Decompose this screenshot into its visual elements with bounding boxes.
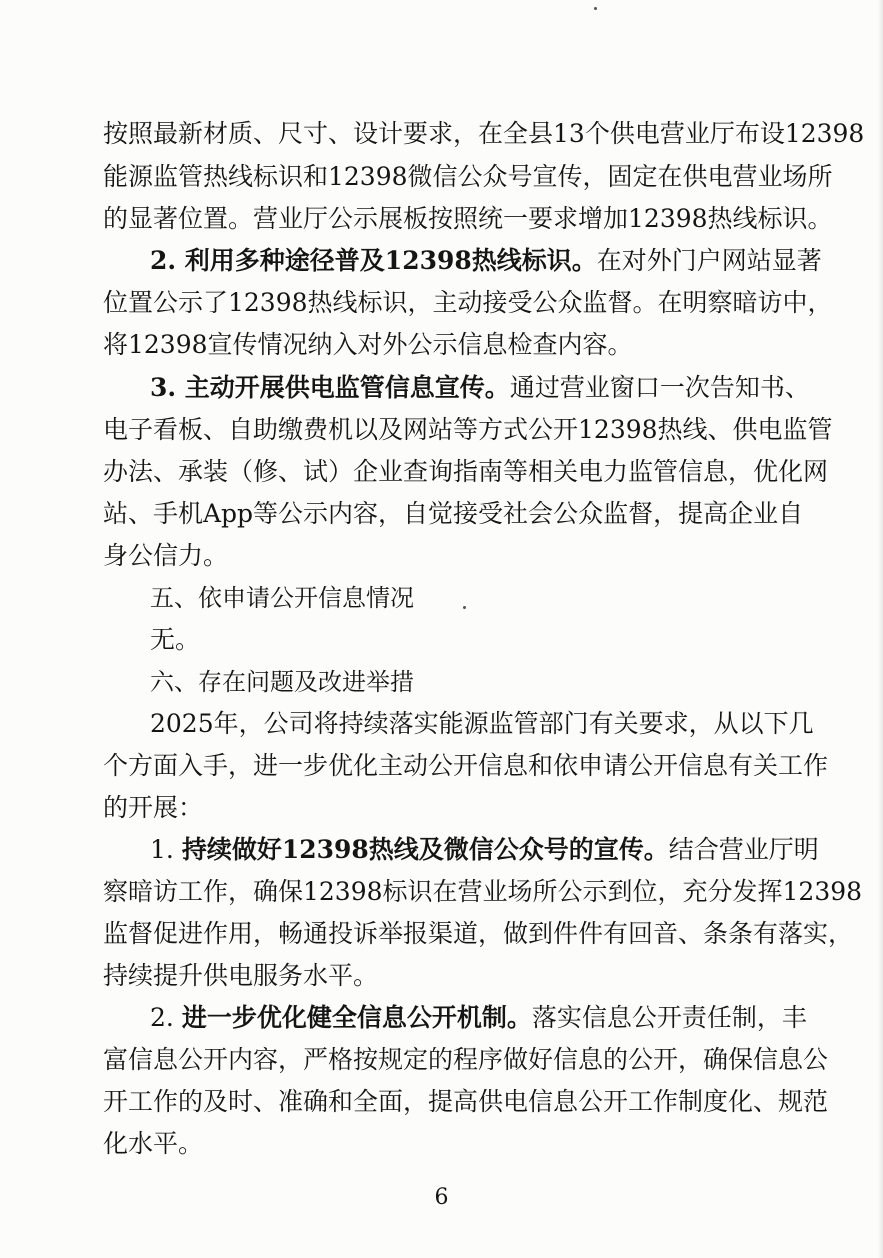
paragraph-line: 监督促进作用，畅通投诉举报渠道，做到件件有回音、条条有落实， xyxy=(103,919,854,948)
paragraph-line: 持续提升供电服务水平。 xyxy=(103,961,379,990)
item-number: 1. xyxy=(150,835,182,864)
paragraph-line: 的开展： xyxy=(103,793,204,822)
paragraph-line: 电子看板、自助缴费机以及网站等方式公开12398热线、供电监管 xyxy=(103,415,833,444)
paragraph-line: 的显著位置。营业厅公示展板按照统一要求增加12398热线标识。 xyxy=(103,204,833,233)
numbered-item-heading-line xyxy=(150,243,822,279)
paragraph-line: 办法、承装（修、试）企业查询指南等相关电力监管信息，优化网 xyxy=(103,457,829,486)
bold-item-title: 持续做好12398热线及微信公众号的宣传。 xyxy=(181,835,669,864)
scan-edge-shadow xyxy=(878,0,883,1258)
page-number: 6 xyxy=(434,1185,449,1210)
paragraph-text: 通过营业窗口一次告知书、 xyxy=(509,373,810,402)
paragraph-line: 化水平。 xyxy=(103,1129,204,1158)
item-number: 2. xyxy=(150,1003,182,1032)
paragraph-line: 将12398宣传情况纳入对外公示信息检查内容。 xyxy=(103,330,633,359)
scan-mark xyxy=(594,7,597,10)
bold-item-title: 3. 主动开展供电监管信息宣传。 xyxy=(150,373,510,402)
paragraph-text: 在对外门户网站显著 xyxy=(596,246,822,275)
paragraph-line: 察暗访工作，确保12398标识在营业场所公示到位，充分发挥12398 xyxy=(103,877,863,906)
paragraph-line: 站、手机App等公示内容，自觉接受社会公众监督，提高企业自 xyxy=(103,499,804,528)
paragraph-text: 落实信息公开责任制，丰 xyxy=(531,1003,807,1032)
paragraph-line: 2025年，公司将持续落实能源监管部门有关要求，从以下几 xyxy=(150,709,814,738)
paragraph-line: 位置公示了12398热线标识，主动接受公众监督。在明察暗访中， xyxy=(103,288,833,317)
section-heading: 五、依申请公开信息情况 xyxy=(150,584,414,612)
numbered-item-heading-line xyxy=(150,832,819,868)
paragraph-line: 无。 xyxy=(150,625,201,654)
paragraph-line: 开工作的及时、准确和全面，提高供电信息公开工作制度化、规范 xyxy=(103,1087,829,1116)
paragraph-line: 身公信力。 xyxy=(103,541,229,570)
bold-item-title: 2. 利用多种途径普及12398热线标识。 xyxy=(150,246,597,275)
bold-item-title: 进一步优化健全信息公开机制。 xyxy=(181,1003,532,1032)
paragraph-text: 结合营业厅明 xyxy=(668,835,819,864)
numbered-item-heading-line xyxy=(150,1000,807,1036)
paragraph-line: 富信息公开内容，严格按规定的程序做好信息的公开，确保信息公 xyxy=(103,1045,829,1074)
paragraph-line: 按照最新材质、尺寸、设计要求，在全县13个供电营业厅布设12398 xyxy=(103,119,865,148)
numbered-item-heading-line xyxy=(150,370,810,406)
paragraph-line: 个方面入手，进一步优化主动公开信息和依申请公开信息有关工作 xyxy=(103,751,829,780)
paragraph-line: 能源监管热线标识和12398微信公众号宣传，固定在供电营业场所 xyxy=(103,162,833,191)
section-heading: 六、存在问题及改进举措 xyxy=(150,668,414,696)
